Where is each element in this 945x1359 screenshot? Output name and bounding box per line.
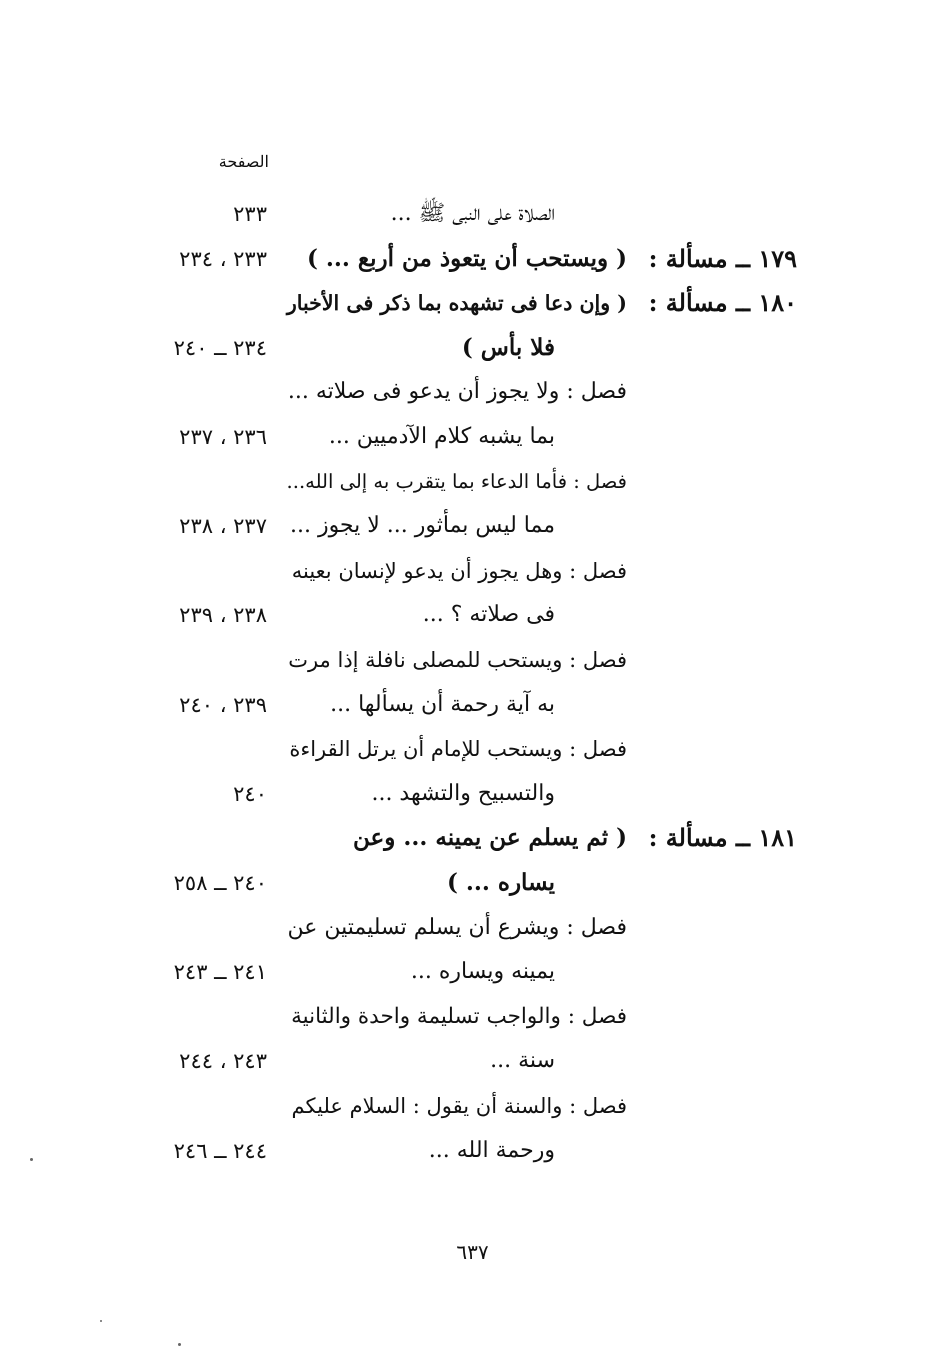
index-line (0, 1129, 945, 1173)
page-range: ٢٤١ ــ ٢٤٣ (173, 960, 267, 985)
index-line (0, 326, 945, 370)
entry-text: فى صلاته ؟ ... (422, 602, 555, 628)
page-range: ٢٣٩ ، ٢٤٠ (179, 692, 267, 717)
entry-text: فصل : وهل يجوز أن يدعو لإنسان بعينه (291, 558, 627, 583)
masala-label: ١٧٩ ــ مسألة : (648, 243, 797, 273)
entry-text: سنة ... (490, 1048, 555, 1074)
page-range: ٢٤٠ ــ ٢٥٨ (173, 871, 267, 895)
index-line (0, 1084, 945, 1128)
page-range: ٢٣٦ ، ٢٣٧ (179, 425, 267, 449)
entry-text: فصل : ولا يجوز أن يدعو فى صلاته ... (287, 379, 627, 405)
entry-text: يمينه ويساره ... (410, 959, 555, 985)
index-line (0, 281, 945, 325)
page-range: ٢٤٠ (233, 781, 267, 806)
entry-text: ( ثم يسلم عن يمينه ... وعن (353, 824, 627, 852)
entry-text: فصل : ويستحب للمصلى نافلة إذا مرت (288, 648, 627, 672)
index-line (0, 415, 945, 459)
entry-text: ( وإن دعا فى تشهده بما ذكر فى الأخبار (286, 291, 627, 316)
page-range: ٢٣٧ ، ٢٣٨ (179, 514, 267, 539)
page-column-header: الصفحة (218, 152, 269, 171)
index-line (0, 906, 945, 950)
index-line (0, 460, 945, 504)
index-line (0, 593, 945, 637)
scan-speck (178, 1343, 181, 1346)
index-line (0, 237, 945, 281)
page-range: ٢٣٨ ، ٢٣٩ (179, 603, 267, 628)
entry-text: فلا بأس ) (461, 333, 555, 361)
entry-text: فصل : والسنة أن يقول : السلام عليكم (291, 1094, 627, 1118)
entry-text: الصلاة على النبى ﷺ ... (390, 201, 555, 226)
index-line (0, 370, 945, 414)
entry-text: مما ليس بمأثور ... لا يجوز ... (289, 513, 555, 539)
entry-text: ورحمة الله ... (428, 1137, 555, 1163)
index-line (0, 861, 945, 905)
masala-label: ١٨١ ــ مسألة : (648, 823, 797, 853)
scan-speck (30, 1158, 33, 1161)
page-range: ٢٣٣ (233, 202, 267, 226)
index-line (0, 549, 945, 593)
index-line (0, 1039, 945, 1083)
index-line (0, 504, 945, 548)
index-line (0, 950, 945, 994)
entry-text: به آية رحمة أن يسألها ... (330, 691, 555, 717)
entry-text: والتسبيح والتشهد ... (371, 780, 555, 806)
entry-text: ( ويستحب أن يتعوذ من أربع ... ) (306, 244, 627, 272)
index-line (0, 995, 945, 1039)
page-range: ٢٤٣ ، ٢٤٤ (179, 1049, 267, 1074)
page-number: ٦٣٧ (456, 1240, 489, 1264)
entry-text: بما يشبه كلام الآدميين ... (328, 424, 555, 449)
index-line (0, 638, 945, 682)
entry-text: يساره ... ) (446, 869, 555, 896)
index-line (0, 727, 945, 771)
entry-text: فصل : ويستحب للإمام أن يرتل القراءة (289, 737, 627, 762)
entry-text: فصل : والواجب تسليمة واحدة والثانية (291, 1003, 627, 1029)
entry-text: فصل : ويشرع أن يسلم تسليمتين عن (287, 914, 627, 940)
masala-label: ١٨٠ ــ مسألة : (648, 288, 797, 318)
index-line (0, 772, 945, 816)
page-range: ٢٤٤ ــ ٢٤٦ (173, 1138, 267, 1163)
scan-speck (100, 1320, 102, 1322)
page-range: ٢٣٤ ــ ٢٤٠ (173, 335, 267, 360)
index-line (0, 816, 945, 860)
entry-text: فصل : فأما الدعاء بما يتقرب به إلى الله... (286, 469, 627, 493)
index-line (0, 192, 945, 236)
page-range: ٢٣٣ ، ٢٣٤ (179, 246, 267, 271)
index-line (0, 683, 945, 727)
